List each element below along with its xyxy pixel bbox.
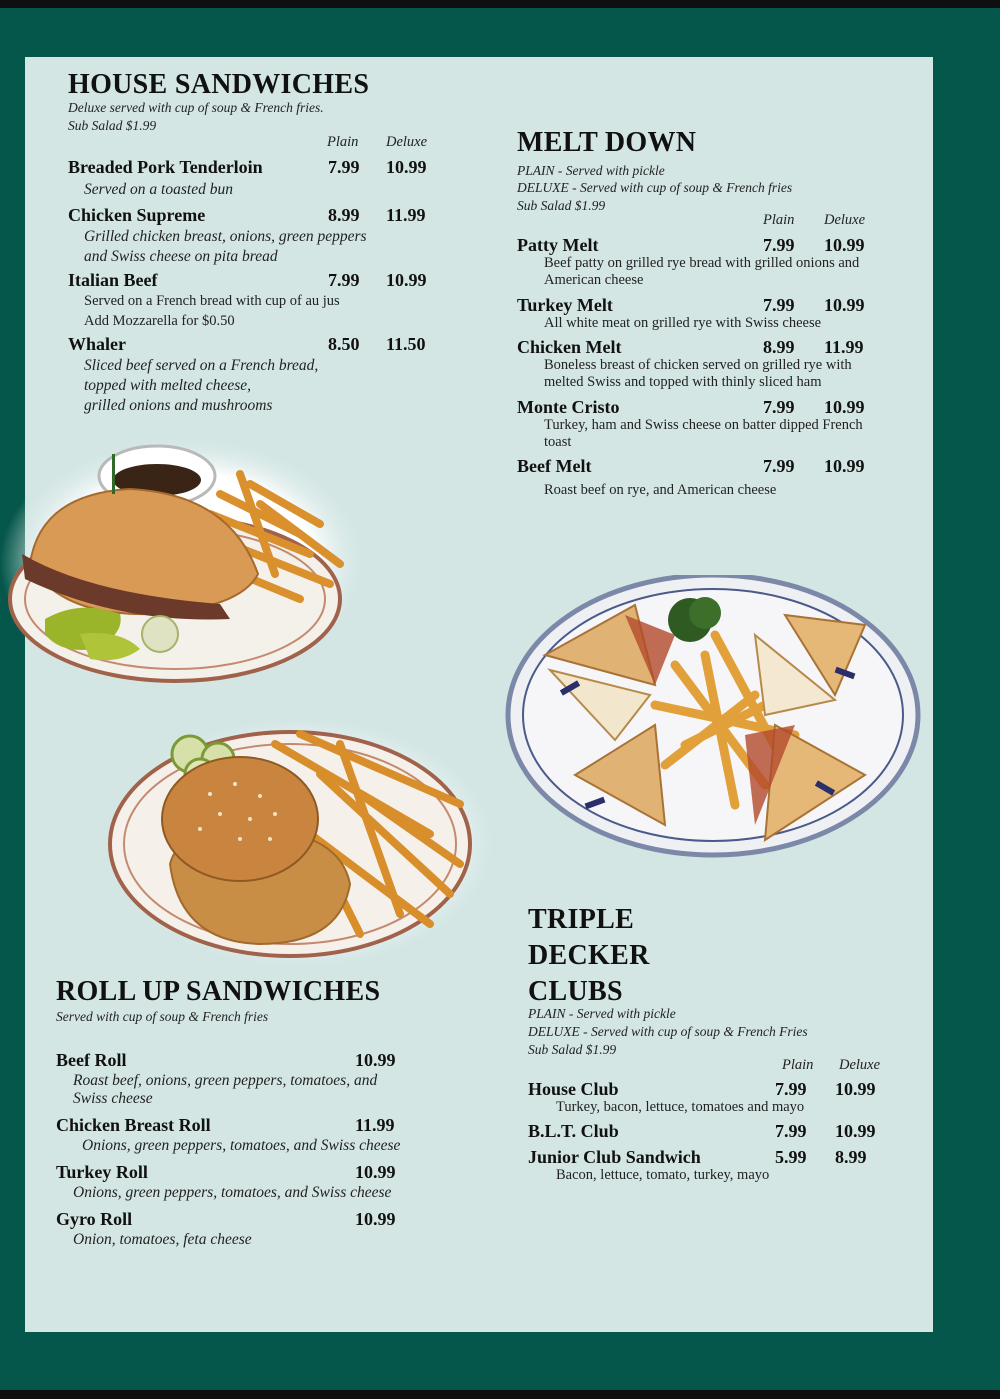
- price-deluxe: 10.99: [824, 397, 865, 417]
- price-plain: 7.99: [328, 270, 360, 290]
- item-desc: [56, 1137, 456, 1155]
- price-deluxe: 11.99: [824, 337, 864, 357]
- menu-item: [517, 235, 897, 289]
- price-deluxe: 8.99: [835, 1147, 867, 1167]
- item-name: Breaded Pork Tenderloin: [68, 157, 263, 177]
- triple-title-line: TRIPLE: [528, 904, 635, 935]
- house-note-subsalad: Sub Salad $1.99: [68, 118, 157, 133]
- triple-note-subsalad: Sub Salad $1.99: [528, 1042, 617, 1057]
- item-desc: [517, 357, 897, 391]
- menu-item: [528, 1147, 898, 1184]
- rollup-title: ROLL UP SANDWICHES: [56, 976, 381, 1007]
- price-plain: 7.99: [763, 456, 795, 476]
- item-desc: [528, 1167, 898, 1184]
- item-desc-line: Onion, tomatoes, feta cheese: [73, 1231, 252, 1248]
- menu-item: [517, 337, 897, 391]
- triple-col-plain: Plain: [782, 1057, 814, 1073]
- price-deluxe: 10.99: [835, 1121, 876, 1141]
- item-desc-line: Turkey, bacon, lettuce, tomatoes and mayo: [556, 1099, 805, 1115]
- menu-item: [517, 397, 897, 451]
- item-desc: [68, 291, 448, 331]
- menu-item: [56, 1209, 456, 1249]
- item-name: Monte Cristo: [517, 397, 620, 417]
- price-plain: 8.50: [328, 334, 360, 354]
- melt-section-header: [517, 128, 696, 159]
- item-desc-line: melted Swiss and topped with thinly sliced ham: [544, 374, 822, 390]
- item-desc: [68, 180, 448, 200]
- price-plain: 7.99: [763, 235, 795, 255]
- item-desc-line: toast: [544, 434, 572, 450]
- item-name: Italian Beef: [68, 270, 158, 290]
- price-plain: 5.99: [775, 1147, 807, 1167]
- house-title: HOUSE SANDWICHES: [68, 69, 370, 100]
- item-desc: [68, 356, 448, 416]
- item-desc: [528, 1099, 898, 1116]
- melt-col-plain: Plain: [763, 212, 795, 228]
- item-desc-line: Swiss cheese: [73, 1090, 153, 1107]
- triple-note-deluxe: DELUXE - Served with cup of soup & French Fries: [528, 1024, 808, 1039]
- price-plain: 7.99: [763, 295, 795, 315]
- item-desc-line: Roast beef on rye, and American cheese: [544, 482, 777, 498]
- price-deluxe: 10.99: [386, 270, 427, 290]
- price-deluxe: 10.99: [824, 456, 865, 476]
- item-name: Chicken Melt: [517, 337, 622, 357]
- rollup-note: Served with cup of soup & French fries: [56, 1009, 269, 1024]
- rollup-section-header: [56, 977, 380, 1008]
- item-desc-line: and Swiss cheese on pita bread: [84, 248, 278, 265]
- melt-note-subsalad: Sub Salad $1.99: [517, 198, 606, 213]
- item-desc: [517, 315, 897, 332]
- price-deluxe: 10.99: [386, 157, 427, 177]
- menu-item: [517, 456, 897, 499]
- triple-note-plain: PLAIN - Served with pickle: [528, 1006, 676, 1021]
- item-desc: [517, 417, 897, 451]
- item-name: House Club: [528, 1079, 619, 1099]
- item-desc: [56, 1184, 456, 1202]
- item-desc-line: Beef patty on grilled rye bread with grilled onions and: [544, 255, 860, 271]
- menu-item: [56, 1115, 456, 1155]
- price-plain: 7.99: [775, 1079, 807, 1099]
- item-name: Beef Melt: [517, 456, 592, 476]
- item-name: Turkey Melt: [517, 295, 613, 315]
- price-plain: 8.99: [328, 205, 360, 225]
- triple-section-header: [528, 902, 650, 1010]
- item-name: Whaler: [68, 334, 126, 354]
- item-name: Chicken Supreme: [68, 205, 206, 225]
- price-plain: 8.99: [763, 337, 795, 357]
- menu-item: [56, 1050, 456, 1108]
- price-deluxe: 11.50: [386, 334, 426, 354]
- melt-col-deluxe: Deluxe: [824, 212, 866, 228]
- menu-item: [68, 157, 448, 200]
- menu-item: [68, 205, 448, 267]
- item-desc-line: Boneless breast of chicken served on grilled rye with: [544, 357, 852, 373]
- item-desc: [56, 1072, 456, 1108]
- price: 10.99: [355, 1209, 396, 1229]
- melt-note-plain: PLAIN - Served with pickle: [517, 163, 665, 178]
- item-desc: [56, 1231, 456, 1249]
- item-desc-line: Grilled chicken breast, onions, green peppers: [84, 228, 367, 245]
- item-desc-line: American cheese: [544, 272, 644, 288]
- price: 11.99: [355, 1115, 395, 1135]
- item-desc-line: grilled onions and mushrooms: [84, 397, 273, 414]
- triple-col-deluxe: Deluxe: [839, 1057, 881, 1073]
- item-desc: [517, 255, 897, 289]
- price-deluxe: 10.99: [824, 295, 865, 315]
- house-note-deluxe: Deluxe served with cup of soup & French fries.: [68, 100, 324, 115]
- price-deluxe: 10.99: [835, 1079, 876, 1099]
- item-name: Turkey Roll: [56, 1162, 148, 1182]
- price-plain: 7.99: [763, 397, 795, 417]
- club-sandwich-photo: [505, 575, 925, 865]
- item-desc-line: topped with melted cheese,: [84, 377, 252, 394]
- item-name: Patty Melt: [517, 235, 599, 255]
- item-desc-line: Onions, green peppers, tomatoes, and Swiss cheese: [73, 1184, 392, 1201]
- price-plain: 7.99: [775, 1121, 807, 1141]
- item-desc-line: Roast beef, onions, green peppers, tomatoes, and: [73, 1072, 378, 1089]
- item-desc-line: Turkey, ham and Swiss cheese on batter dipped French: [544, 417, 863, 433]
- price: 10.99: [355, 1162, 396, 1182]
- item-desc-line: Add Mozzarella for $0.50: [84, 313, 235, 329]
- price: 10.99: [355, 1050, 396, 1070]
- price-plain: 7.99: [328, 157, 360, 177]
- melt-note-deluxe: DELUXE - Served with cup of soup & French fries: [517, 180, 793, 195]
- item-desc-line: Served on a French bread with cup of au jus: [84, 293, 340, 309]
- item-name: Gyro Roll: [56, 1209, 133, 1229]
- item-desc-line: All white meat on grilled rye with Swiss cheese: [544, 315, 822, 331]
- italian-beef-photo: [0, 434, 370, 690]
- price-deluxe: 10.99: [824, 235, 865, 255]
- house-col-plain: Plain: [327, 134, 359, 150]
- triple-title-line: DECKER: [528, 940, 650, 971]
- menu-item: [528, 1121, 898, 1142]
- item-name: B.L.T. Club: [528, 1121, 619, 1141]
- menu-item: [68, 270, 448, 331]
- item-name: Chicken Breast Roll: [56, 1115, 211, 1135]
- item-desc-line: Bacon, lettuce, tomato, turkey, mayo: [556, 1167, 770, 1183]
- melt-title: MELT DOWN: [517, 127, 697, 158]
- pork-tenderloin-photo: [100, 714, 500, 972]
- item-desc-line: Onions, green peppers, tomatoes, and Swiss cheese: [82, 1137, 401, 1154]
- house-section-header: [68, 70, 369, 101]
- item-desc-line: Served on a toasted bun: [84, 181, 233, 198]
- item-desc: [517, 482, 897, 499]
- menu-item: [528, 1079, 898, 1116]
- menu-item: [517, 295, 897, 332]
- price-deluxe: 11.99: [386, 205, 426, 225]
- item-desc-line: Sliced beef served on a French bread,: [84, 357, 319, 374]
- menu-item: [68, 334, 448, 416]
- triple-title-line: CLUBS: [528, 976, 623, 1007]
- item-name: Beef Roll: [56, 1050, 127, 1070]
- item-desc: [68, 227, 448, 267]
- item-name: Junior Club Sandwich: [528, 1147, 701, 1167]
- menu-item: [56, 1162, 456, 1202]
- house-col-deluxe: Deluxe: [386, 134, 428, 150]
